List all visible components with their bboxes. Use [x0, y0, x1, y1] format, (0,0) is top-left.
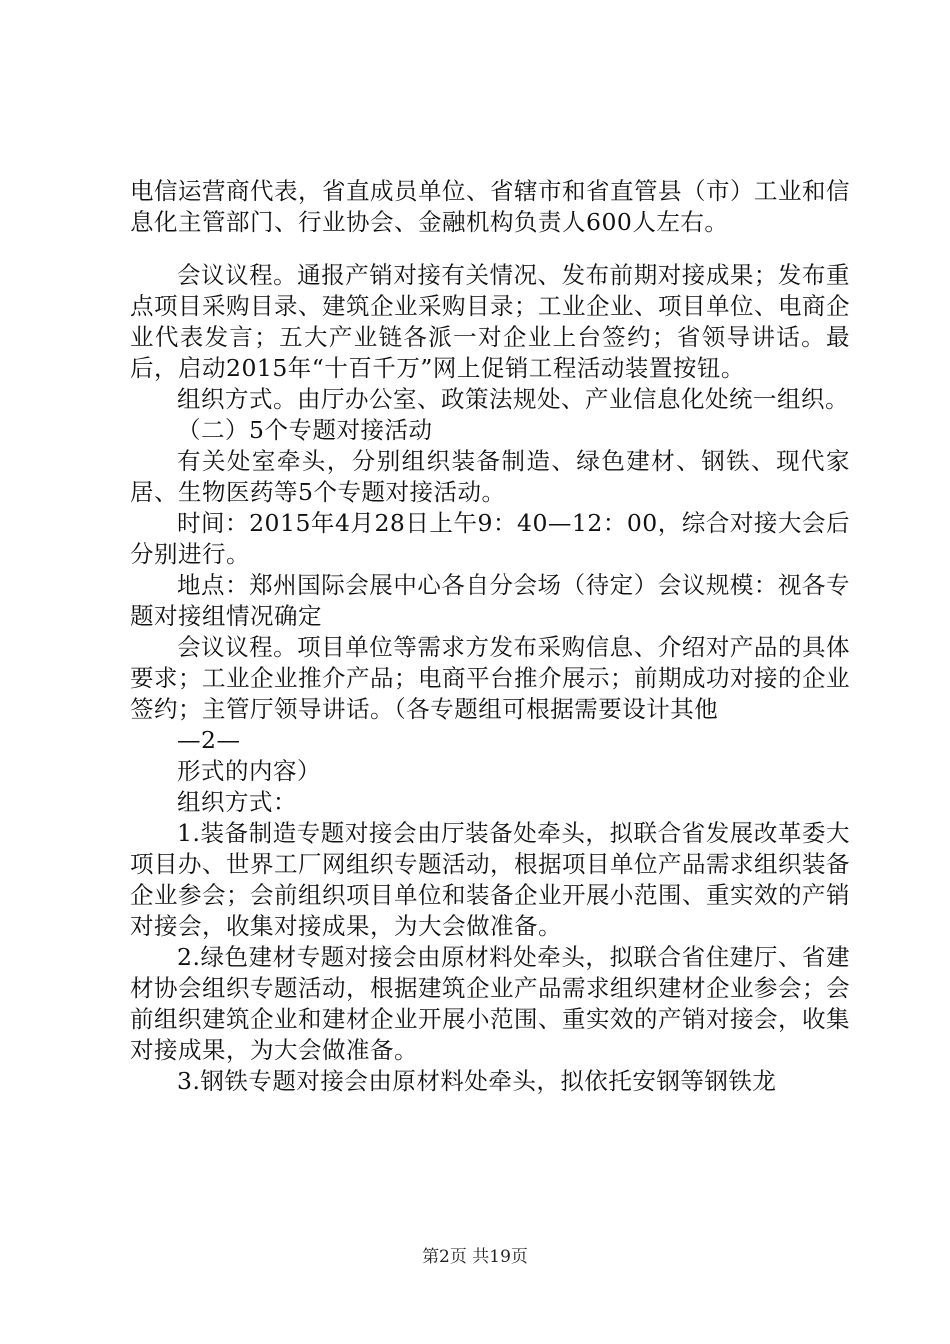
inline-page-number: —2—	[177, 726, 241, 754]
paragraph-continuation: 形式的内容）	[177, 757, 321, 785]
paragraph-attendees: 电信运营商代表，省直成员单位、省辖市和省直管县（市）工业和信息化主管部门、行业协会、金融机构负责人600人左右。	[130, 177, 850, 236]
paragraph-lead-units: 有关处室牵头，分别组织装备制造、绿色建材、钢铁、现代家居、生物医药等5个专题对接活动。	[130, 447, 850, 506]
paragraph-building-materials: 2.绿色建材专题对接会由原材料处牵头，拟联合省住建厅、省建材协会组织专题活动，根据建筑企业产品需求组织建材企业参会；会前组织建筑企业和建材企业开展小范围、重实效的产销对接会，收集对接成果，为大会做准备。	[130, 943, 850, 1064]
paragraph-organization-heading: 组织方式：	[177, 788, 297, 816]
paragraph-equipment: 1.装备制造专题对接会由厅装备处牵头，拟联合省发展改革委大项目办、世界工厂网组织专题活动，根据项目单位产品需求组织装备企业参会；会前组织项目单位和装备企业开展小范围、重实效的产销对接会，收集对接成果，为大会做准备。	[130, 819, 850, 940]
section-heading-special-activities: （二）5个专题对接活动	[177, 416, 433, 444]
paragraph-location: 地点：郑州国际会展中心各自分会场（待定）会议规模：视各专题对接组情况确定	[130, 571, 850, 630]
paragraph-steel: 3.钢铁专题对接会由原材料处牵头，拟依托安钢等钢铁龙	[177, 1067, 777, 1095]
paragraph-agenda: 会议议程。通报产销对接有关情况、发布前期对接成果；发布重点项目采购目录、建筑企业采购目录；工业企业、项目单位、电商企业代表发言；五大产业链各派一对企业上台签约；省领导讲话。最后，启动2015年“十百千万”网上促销工程活动装置按钮。	[130, 261, 850, 382]
paragraph-special-agenda: 会议议程。项目单位等需求方发布采购信息、介绍对产品的具体要求；工业企业推介产品；电商平台推介展示；前期成功对接的企业签约；主管厅领导讲话。（各专题组可根据需要设计其他	[130, 633, 850, 723]
page-footer: 第2页 共19页	[422, 1247, 528, 1267]
paragraph-time: 时间：2015年4月28日上午9：40—12：00，综合对接大会后分别进行。	[130, 509, 850, 568]
document-body	[130, 176, 850, 1097]
paragraph-organization: 组织方式。由厅办公室、政策法规处、产业信息化处统一组织。	[177, 385, 849, 413]
